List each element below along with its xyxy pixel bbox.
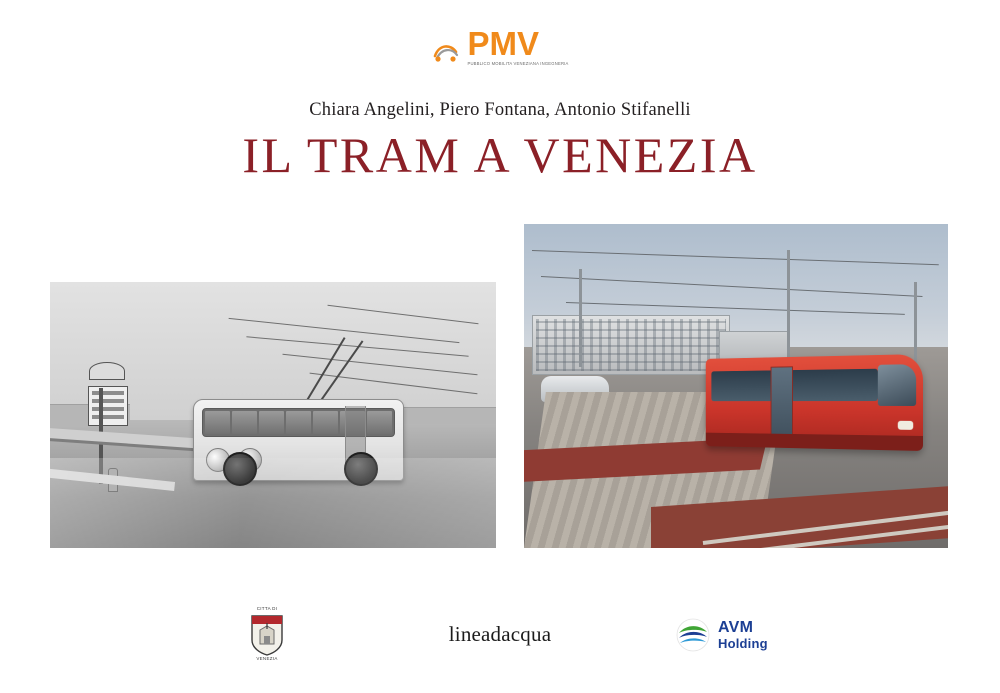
avm-swoosh-icon <box>676 618 710 652</box>
photo-historic-trolleybus <box>50 282 496 548</box>
tram-windshield <box>878 363 916 406</box>
modern-tram <box>705 354 922 451</box>
avm-line-1: AVM <box>718 619 754 637</box>
publisher-tagline: PUBBLICO MOBILITA VENEZIANA INGEGNERIA <box>467 61 569 67</box>
authors-line: Chiara Angelini, Piero Fontana, Antonio Stifanelli <box>309 100 691 120</box>
crest-line-1: CITTA DI <box>256 606 278 611</box>
photo-modern-tram <box>524 224 948 548</box>
background-buildings <box>532 315 729 375</box>
footer <box>0 598 1000 668</box>
tram-windows <box>711 368 877 400</box>
road-sign-top <box>89 362 125 380</box>
publisher-wordmark: PMV <box>467 25 539 62</box>
publisher-logo <box>0 25 1000 67</box>
tram-headlight <box>897 420 912 429</box>
crest-line-2: VENEZIA <box>256 655 278 661</box>
catenary-mast <box>579 269 582 366</box>
catenary-mast <box>787 250 790 360</box>
wet-road-reflection <box>50 458 496 548</box>
bus-windows <box>202 408 395 437</box>
road-sign-board <box>88 386 128 426</box>
catenary-mast <box>914 282 917 373</box>
tram-mark-icon <box>431 36 461 66</box>
lineadacqua-logo: lineadacqua <box>448 622 552 646</box>
book-title: IL TRAM A VENEZIA <box>242 127 758 183</box>
avm-holding-logo <box>676 618 768 652</box>
avm-line-2: Holding <box>718 635 768 651</box>
tram-door <box>770 366 793 445</box>
